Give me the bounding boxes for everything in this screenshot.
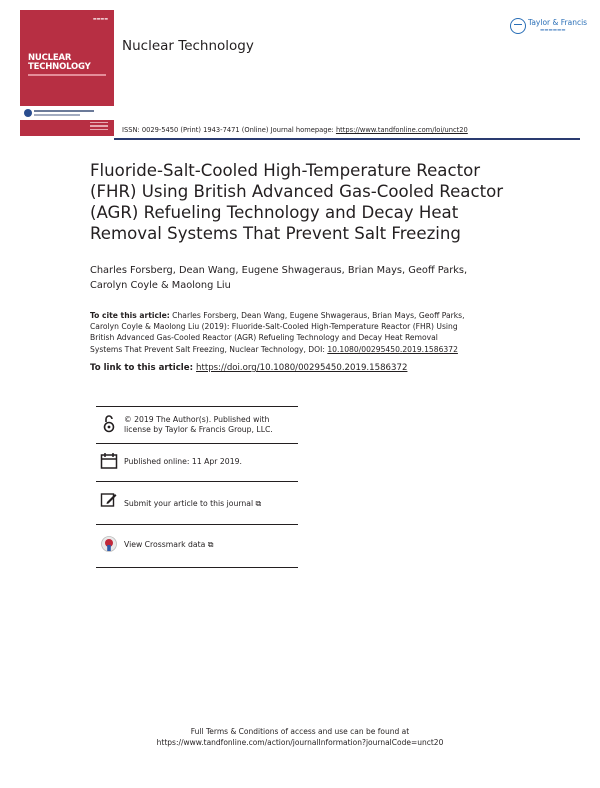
- cover-title-line: TECHNOLOGY: [28, 62, 91, 72]
- citation-doi-link[interactable]: 10.1080/00295450.2019.1586372: [327, 344, 458, 354]
- external-link-icon: ⧉: [255, 499, 262, 508]
- license-line: license by Taylor & Francis Group, LLC.: [124, 425, 273, 434]
- crossmark-text: View Crossmark data: [124, 540, 206, 549]
- journal-homepage-link[interactable]: https://www.tandfonline.com/loi/unct20: [335, 126, 468, 134]
- footer-journal-info-link[interactable]: https://www.tandfonline.com/action/journalInformation?journalCode=unct20: [156, 738, 444, 747]
- cover-title-line: NUCLEAR: [28, 53, 72, 63]
- crossmark-link[interactable]: [124, 540, 214, 550]
- issn-text: ISSN: 0029-5450 (Print) 1943-7471 (Online) Journal homepage:: [122, 126, 336, 134]
- article-title-line: (AGR) Refueling Technology and Decay Heat: [90, 203, 459, 222]
- license-line: © 2019 The Author(s). Published with: [124, 415, 270, 424]
- article-title: [90, 160, 560, 244]
- cover-issn-tag: ▬▬▬▬: [92, 16, 108, 21]
- citation-block: [90, 310, 520, 355]
- published-row: [96, 444, 298, 482]
- crossmark-row[interactable]: [96, 525, 298, 568]
- article-title-line: Fluoride-Salt-Cooled High-Temperature Reactor: [90, 161, 481, 180]
- article-doi-link[interactable]: https://doi.org/10.1080/00295450.2019.1586372: [196, 363, 408, 373]
- published-date: Published online: 11 Apr 2019.: [124, 457, 242, 466]
- external-link-icon: ⧉: [207, 540, 214, 549]
- article-title-line: (FHR) Using British Advanced Gas-Cooled Reactor: [90, 182, 504, 201]
- submit-article-link[interactable]: [124, 499, 261, 509]
- calendar-icon: [100, 452, 118, 470]
- citation-text: British Advanced Gas-Cooled Reactor (AGR) Refueling Technology and Decay Heat Removal: [90, 333, 438, 343]
- cover-band-text: [34, 114, 80, 116]
- article-authors: [90, 263, 560, 293]
- license-text: [124, 415, 273, 435]
- publisher-logo-tagline: ▬▬▬▬▬▬: [540, 28, 566, 33]
- header-divider: [114, 138, 580, 140]
- journal-cover-thumbnail: [20, 10, 114, 136]
- page-footer: [0, 726, 600, 748]
- article-link-line: [90, 363, 407, 373]
- article-title-line: Removal Systems That Prevent Salt Freezing: [90, 224, 461, 243]
- cover-footer-lines: [90, 120, 108, 131]
- submit-article-text: Submit your article to this journal: [124, 499, 254, 508]
- citation-text: Carolyn Coyle & Maolong Liu (2019): Fluoride-Salt-Cooled High-Temperature Reactor (FHR) Using: [90, 322, 458, 332]
- publisher-logo: [510, 18, 590, 38]
- link-label: To link to this article:: [90, 363, 197, 373]
- publisher-logo-icon: [510, 18, 526, 34]
- journal-name: Nuclear Technology: [122, 38, 254, 54]
- citation-text: Charles Forsberg, Dean Wang, Eugene Shwageraus, Brian Mays, Geoff Parks,: [169, 311, 465, 320]
- citation-text: Systems That Prevent Salt Freezing, Nuclear Technology, DOI:: [90, 344, 328, 354]
- authors-line: Charles Forsberg, Dean Wang, Eugene Shwageraus, Brian Mays, Geoff Parks,: [90, 265, 468, 276]
- issn-line: [122, 126, 468, 134]
- publisher-logo-text: Taylor & Francis: [528, 18, 588, 27]
- authors-line: Carolyn Coyle & Maolong Liu: [90, 280, 231, 291]
- license-row: [96, 407, 298, 444]
- citation-label: To cite this article:: [90, 311, 170, 320]
- society-logo-icon: [24, 109, 32, 117]
- cover-society-band: [20, 106, 114, 120]
- submit-row[interactable]: [96, 482, 298, 525]
- crossmark-icon: [100, 535, 118, 553]
- cover-title: [28, 54, 108, 72]
- cover-band-text: [34, 110, 94, 112]
- footer-terms-text: Full Terms & Conditions of access and use can be found at: [190, 727, 410, 736]
- cover-subtitle-bar: [28, 74, 106, 76]
- open-access-icon: [100, 415, 118, 433]
- edit-icon: [100, 491, 118, 509]
